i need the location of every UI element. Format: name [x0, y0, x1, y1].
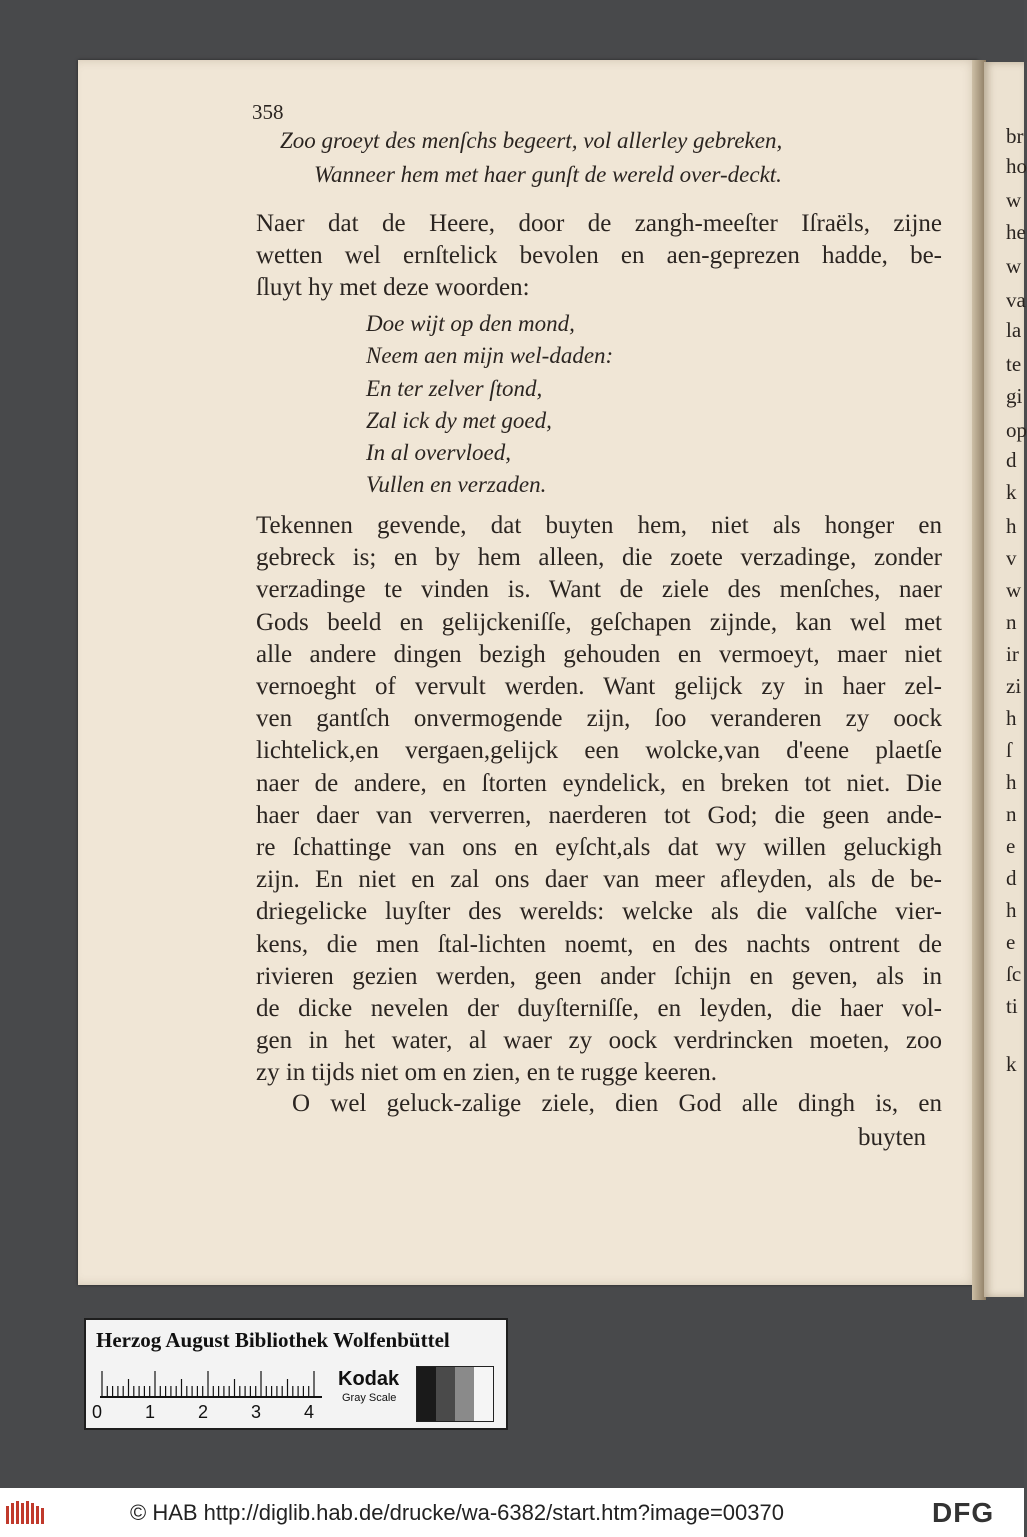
text-line: wetten wel ernſtelick bevolen en aen-geprezen hadde, be-: [256, 242, 942, 270]
page-number: 358: [252, 100, 284, 124]
text-line: Gods beeld en gelijckeniſſe, geſchapen zijnde, kan wel met: [256, 608, 942, 636]
text-line: vernoeght of vervult werden. Want gelijck zy in haer zel-: [256, 673, 942, 701]
next-page-fragment: w: [1006, 188, 1022, 212]
text-line: ven gantſch onvermogende zijn, ſoo veranderen zy oock: [256, 705, 942, 733]
verse-line: In al overvloed,: [366, 440, 511, 466]
next-page-fragment: zi: [1006, 674, 1022, 698]
next-page-fragment: ir: [1006, 642, 1019, 666]
ruler-scale: [100, 1368, 322, 1398]
next-page-fragment: w: [1006, 578, 1022, 602]
next-page-fragment: la: [1006, 318, 1022, 342]
paragraph-2: [256, 510, 942, 1090]
next-page-fragment: k: [1006, 1052, 1017, 1076]
next-page-fragment: gi: [1006, 384, 1023, 408]
next-page-fragment: op: [1006, 418, 1027, 442]
next-page-fragment: va: [1006, 288, 1026, 312]
next-page-fragment: te: [1006, 352, 1022, 376]
verse-block: [366, 308, 613, 502]
next-page-fragment: he: [1006, 220, 1026, 244]
next-page-fragment: w: [1006, 254, 1022, 278]
gray-scale-patches: [416, 1366, 494, 1422]
next-page-fragment: n: [1006, 610, 1017, 634]
next-page-fragment: e: [1006, 930, 1016, 954]
verse-line: Doe wijt op den mond,: [366, 311, 575, 336]
ruler-number: 3: [251, 1402, 262, 1422]
text-line: zy in tijds niet om en zien, en te rugge keeren.: [256, 1059, 717, 1087]
next-page-fragment: h: [1006, 514, 1017, 538]
dfg-logo: DFG: [932, 1497, 995, 1528]
next-page-fragment: br: [1006, 124, 1024, 148]
next-page-fragment: ti: [1006, 994, 1018, 1018]
library-name: Herzog August Bibliothek Wolfenbüttel: [96, 1328, 450, 1352]
gray-patch: [455, 1367, 474, 1421]
gray-patch: [474, 1367, 493, 1421]
next-page-fragment: h: [1006, 898, 1017, 922]
kodak-brand: Kodak: [338, 1368, 400, 1390]
next-page-fragment: h: [1006, 706, 1017, 730]
next-page-fragment: v: [1006, 546, 1017, 570]
next-page-fragment: d: [1006, 448, 1017, 472]
library-color-target: [84, 1318, 508, 1430]
next-page-fragment: ſc: [1006, 962, 1022, 986]
text-line: de dicke nevelen der duyſterniſſe, en leyden, die haer vol-: [256, 995, 942, 1023]
text-line: re ſchattinge van ons en eyſcht,als dat wy willen geluckigh: [256, 834, 942, 862]
text-line: zijn. En niet en zal ons daer van meer afleyden, als de be-: [256, 866, 942, 894]
paragraph-3: [292, 1088, 942, 1120]
verse-line: Vullen en verzaden.: [366, 472, 547, 498]
ruler-number: 2: [198, 1402, 209, 1422]
text-line: Tekennen gevende, dat buyten hem, niet als honger en: [256, 512, 942, 539]
text-line: gebreck is; en by hem alleen, die zoete verzadinge, zonder: [256, 544, 942, 572]
text-line: Naer dat de Heere, door de zangh-meeſter Iſraëls, zijne: [256, 210, 942, 237]
verse-line: Neem aen mijn wel-daden:: [366, 343, 614, 369]
copyright-link[interactable]: © HAB http://diglib.hab.de/drucke/wa-6382/start.htm?image=00370: [130, 1500, 784, 1525]
gray-scale-caption: Gray Scale: [342, 1392, 397, 1404]
ruler-number: 4: [304, 1402, 315, 1422]
gray-patch: [436, 1367, 455, 1421]
gray-patch: [417, 1367, 436, 1421]
text-line: kens, die men ſtal-lichten noemt, en des nachts ontrent de: [256, 930, 942, 958]
next-page-fragment: h: [1006, 770, 1017, 794]
text-line: gen in het water, al waer zy oock verdrincken moeten, zoo: [256, 1027, 942, 1055]
text-line: naer de andere, en ſtorten eyndelick, en breken tot niet. Die: [256, 769, 942, 797]
next-page-fragment: e: [1006, 834, 1016, 858]
paragraph-1: [256, 208, 942, 305]
motto-line-2: Wanneer hem met haer gunſt de wereld over-deckt.: [314, 162, 782, 187]
text-line: driegelicke luyſter des werelds: welcke als die valſche vier-: [256, 898, 942, 926]
motto-line-1: Zoo groeyt des menſchs begeert, vol allerley gebreken,: [280, 128, 783, 153]
footer-bar: [0, 1488, 1024, 1537]
text-line: haer daer van ververren, naerderen tot God; die geen ande-: [256, 801, 942, 829]
ruler-number: 0: [92, 1402, 103, 1422]
ruler-number: 1: [145, 1402, 156, 1422]
next-page-fragment: ho: [1006, 154, 1027, 178]
ruler-numbers: [92, 1402, 332, 1422]
text-line: ſluyt hy met deze woorden:: [256, 274, 530, 302]
next-page-fragment: d: [1006, 866, 1017, 890]
text-line: O wel geluck-zalige ziele, dien God alle dingh is, en: [292, 1090, 942, 1117]
text-line: lichtelick,en vergaen,gelijck een wolcke,van d'eene plaetſe: [256, 737, 942, 765]
text-line: verzadinge te vinden is. Want de ziele des menſches, naer: [256, 576, 942, 604]
catchword: buyten: [858, 1124, 927, 1151]
verse-line: En ter zelver ſtond,: [366, 375, 543, 401]
next-page-fragment: n: [1006, 802, 1017, 826]
next-page-fragment: k: [1006, 480, 1017, 504]
next-page-fragment: ſ: [1006, 738, 1012, 762]
text-line: rivieren gezien werden, geen ander ſchijn en geven, als in: [256, 962, 942, 990]
text-line: alle andere dingen bezigh gehouden en vermoeyt, maer niet: [256, 640, 942, 668]
hab-logo-icon: [6, 1500, 46, 1526]
next-page-edge: [984, 62, 1027, 1297]
verse-line: Zal ick dy met goed,: [366, 407, 552, 433]
